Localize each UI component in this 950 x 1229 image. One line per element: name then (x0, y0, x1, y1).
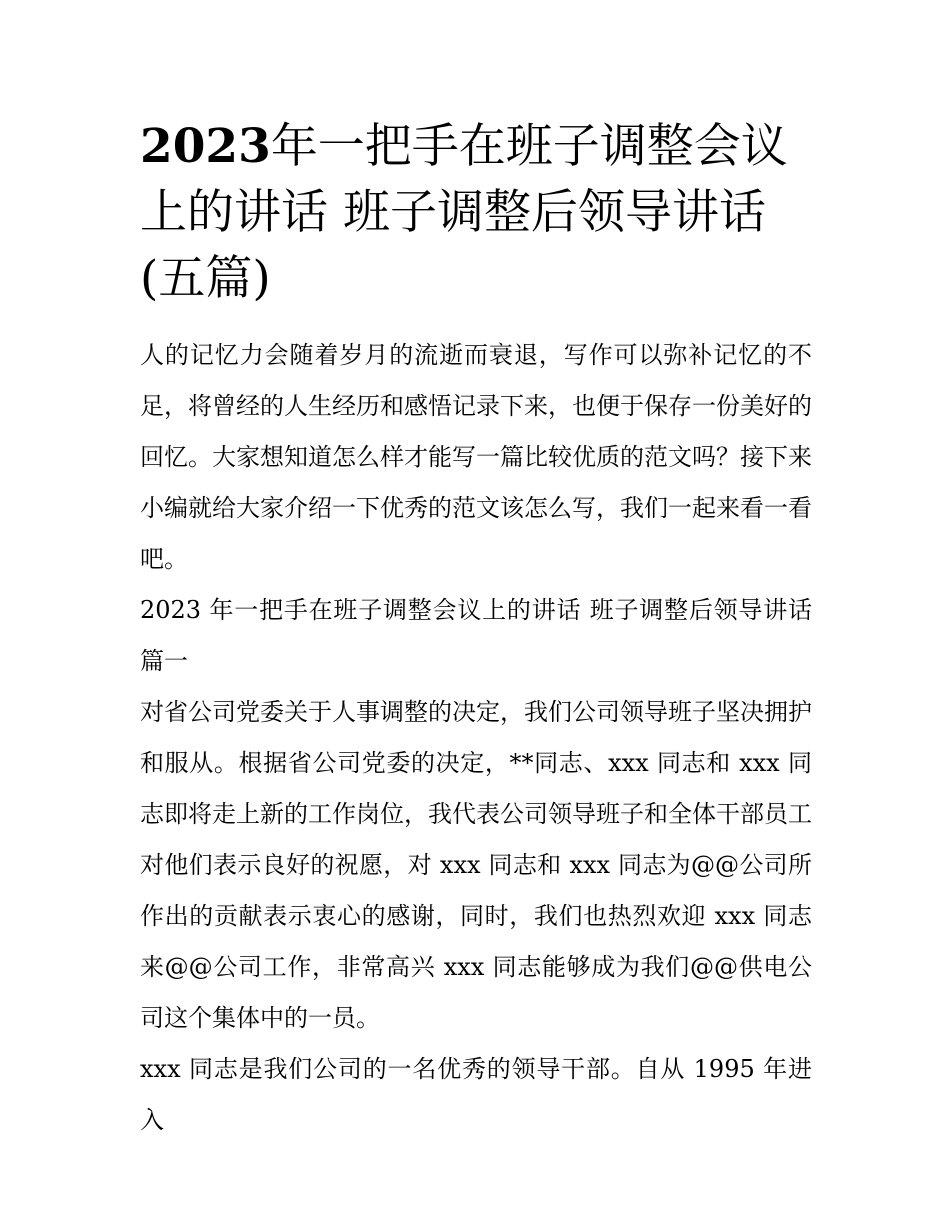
body-paragraph-continued: xxx 同志是我们公司的一名优秀的领导干部。自从 1995 年进入 (140, 1055, 812, 1134)
body-paragraph: 对省公司党委关于人事调整的决定，我们公司领导班子坚决拥护和服从。根据省公司党委的决定，**同志、xxx 同志和 xxx 同志即将走上新的工作岗位，我代表公司领导班子和全体干部员工对他们表示良好的祝愿，对 xxx 同志和 xxx 同志为@@公司所作出的贡献表示衷心的感谢，同时，我们也热烈欢迎 xxx 同志来@@公司工作，非常高兴 xxx 同志能够成为我们@@供电公司这个集体中的一员。 (140, 698, 812, 1032)
intro-paragraph: 人的记忆力会随着岁月的流逝而衰退，写作可以弥补记忆的不足，将曾经的人生经历和感悟记录下来，也便于保存一份美好的回忆。大家想知道怎么样才能写一篇比较优质的范文吗？接下来小编就给大家介绍一下优秀的范文该怎么写，我们一起来看一看吧。 (140, 341, 812, 573)
title-year: 2023 (140, 119, 271, 174)
document-content (140, 114, 812, 1146)
section-heading: 2023 年一把手在班子调整会议上的讲话 班子调整后领导讲话篇一 (140, 596, 812, 675)
document-title (140, 114, 812, 312)
title-text: 年一把手在班子调整会议上的讲话 班子调整后领导讲话(五篇) (140, 119, 788, 306)
